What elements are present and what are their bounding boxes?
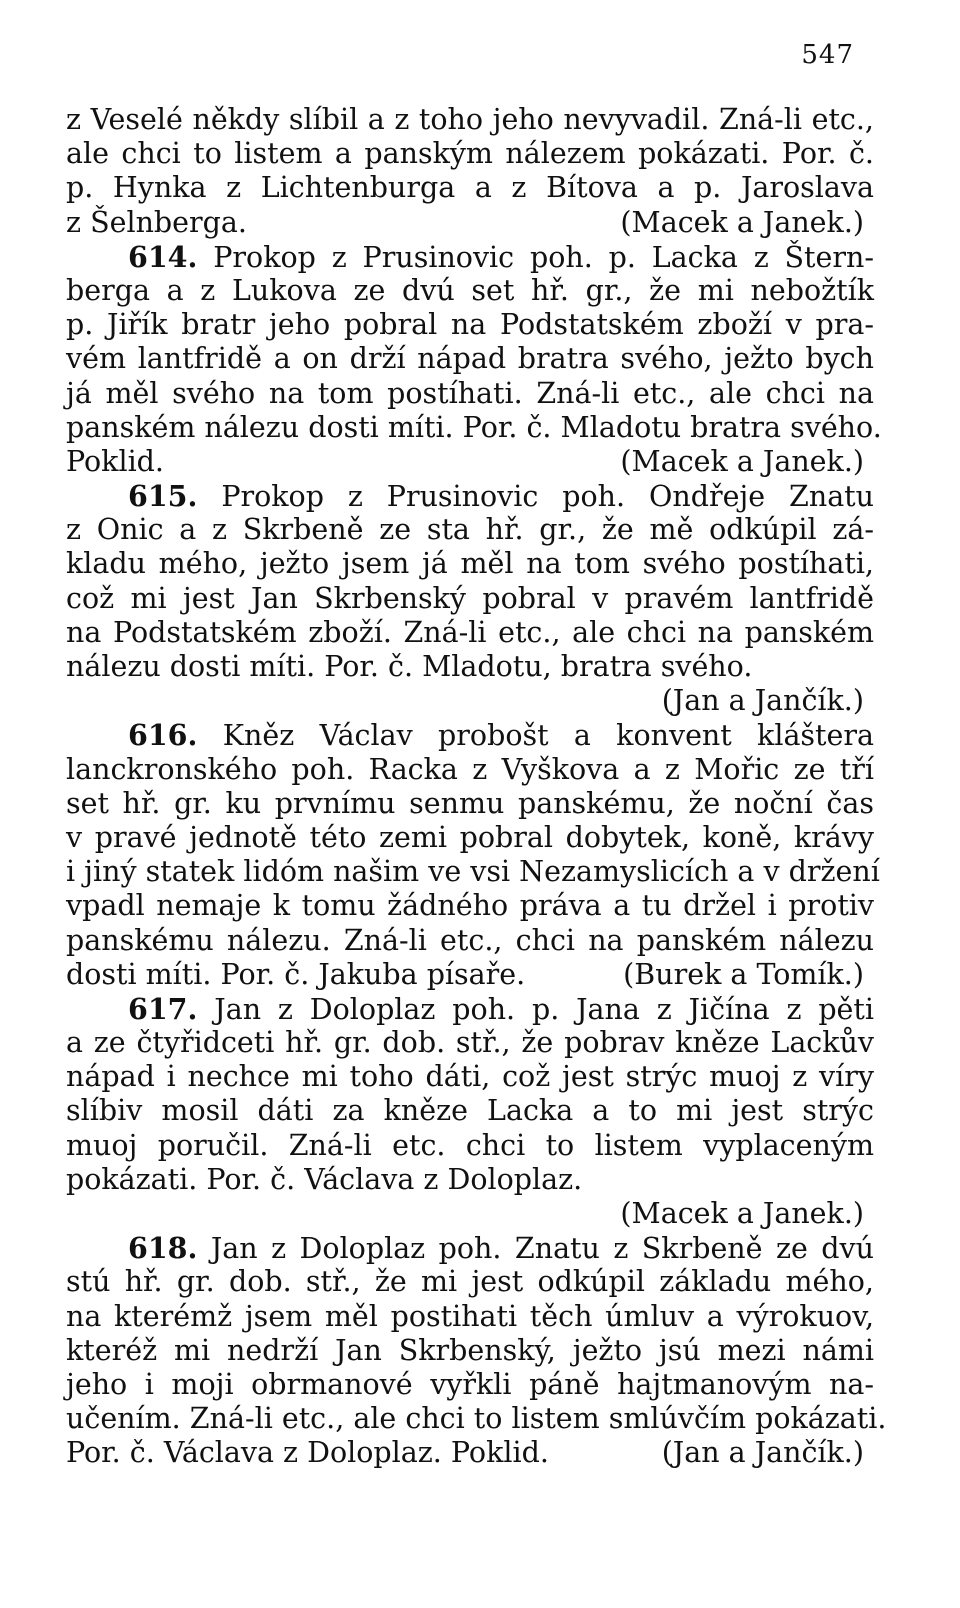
text-line: stú hř. gr. dob. stř., že mi jest odkúpil základu mého, — [66, 1265, 874, 1299]
text-line: vém lantfridě a on drží nápad bratra svého, ježto bych — [66, 342, 874, 376]
line-text: Prokop z Prusinovic poh. p. Lacka z Štern- — [213, 240, 874, 274]
line-text: Prokop z Prusinovic poh. Ondřeje Znatu — [221, 480, 874, 514]
page-number: 547 — [801, 40, 854, 70]
line-text: Jan z Doloplaz poh. p. Jana z Jičína z pěti — [214, 992, 874, 1026]
text-line: na Podstatském zboží. Zná-li etc., ale chci na panském — [66, 615, 874, 649]
text-line: kteréž mi nedrží Jan Skrbenský, ježto jsú mezi námi — [66, 1333, 874, 1367]
text-line: slíbiv mosil dáti za kněze Lacka a to mi jest strýc — [66, 1094, 874, 1128]
text-line: já měl svého na tom postíhati. Zná-li etc., ale chci na — [66, 376, 874, 410]
text-line: jeho i moji obrmanové vyřkli páně hajtmanovým na- — [66, 1367, 874, 1401]
text-line: pokázati. Por. č. Václava z Doloplaz. — [66, 1162, 583, 1196]
text-line: p. Jiřík bratr jeho pobral na Podstatském zboží v pra- — [66, 308, 874, 342]
line-text: Kněz Václav probošt a konvent kláštera — [222, 719, 874, 753]
entry-number: 614. — [128, 239, 198, 274]
text-line: a ze čtyřidceti hř. gr. dob. stř., že pobrav kněze Lackův — [66, 1026, 874, 1060]
text-line: učením. Zná-li etc., ale chci to listem smlúvčím pokázati. — [66, 1402, 887, 1436]
text-line: v pravé jednotě této zemi pobral dobytek, koně, krávy — [66, 820, 874, 854]
text-line: na kterémž jsem měl postihati těch úmluv a výrokuov, — [66, 1299, 874, 1333]
text-line: berga a z Lukova ze dvú set hř. gr., že mi nebožtík — [66, 273, 874, 307]
line-text: Jan z Doloplaz poh. Znatu z Skrbeně ze dvú — [210, 1232, 875, 1266]
signature: (Jan a Jančík.) — [661, 684, 864, 718]
entry-617 — [66, 992, 874, 1026]
text-line: panském nálezu dosti míti. Por. č. Mladotu bratra svého. — [66, 410, 882, 444]
document-body — [66, 103, 887, 1471]
entry-number: 615. — [128, 479, 198, 514]
text-line: z Veselé někdy slíbil a z toho jeho nevyvadil. Zná-li etc., — [66, 103, 874, 136]
text-line: z Onic a z Skrbeně ze sta hř. gr., že mě odkúpil zá- — [66, 513, 874, 547]
text-line: ale chci to listem a panským nálezem pokázati. Por. č. — [66, 137, 874, 171]
line-text: z Šelnberga. — [66, 205, 247, 239]
entry-number: 617. — [128, 991, 198, 1026]
entry-616 — [66, 718, 874, 752]
entry-number: 616. — [128, 718, 198, 753]
text-line: set hř. gr. ku prvnímu senmu panskému, že noční čas — [66, 786, 874, 820]
text-line — [66, 206, 874, 240]
text-line: p. Hynka z Lichtenburga a z Bítova a p. Jaroslava — [66, 171, 874, 205]
text-line: nápad i nechce mi toho dáti, což jest strýc muoj z víry — [66, 1060, 874, 1094]
text-line — [66, 958, 874, 992]
text-line — [66, 445, 874, 479]
text-line: vpadl nemaje k tomu žádného práva a tu držel i protiv — [66, 889, 874, 923]
signature: (Macek a Janek.) — [620, 1197, 864, 1230]
line-text: Por. č. Václava z Doloplaz. Poklid. — [66, 1436, 549, 1470]
text-line: což mi jest Jan Skrbenský pobral v pravém lantfridě — [66, 581, 874, 615]
text-line: lanckronského poh. Racka z Vyškova a z Mořic ze tří — [66, 752, 874, 786]
text-line: panskému nálezu. Zná-li etc., chci na panském nálezu — [66, 923, 874, 957]
line-text: Poklid. — [66, 444, 164, 478]
line-text: dosti míti. Por. č. Jakuba písaře. — [66, 957, 526, 991]
signature: (Jan a Jančík.) — [661, 1436, 864, 1470]
signature: (Burek a Tomík.) — [623, 957, 864, 991]
entry-615 — [66, 479, 874, 513]
text-line: nálezu dosti míti. Por. č. Mladotu, bratra svého. — [66, 650, 753, 683]
text-line: muoj poručil. Zná-li etc. chci to listem vyplaceným — [66, 1128, 874, 1162]
text-line — [66, 1436, 874, 1470]
text-line: i jiný statek lidóm našim ve vsi Nezamyslicích a v držení — [66, 855, 880, 889]
signature: (Macek a Janek.) — [620, 205, 864, 239]
text-line: kladu mého, ježto jsem já měl na tom svého postíhati, — [66, 547, 874, 581]
entry-614 — [66, 240, 874, 274]
entry-number: 618. — [128, 1231, 198, 1266]
entry-618 — [66, 1231, 874, 1265]
signature: (Macek a Janek.) — [620, 444, 864, 478]
